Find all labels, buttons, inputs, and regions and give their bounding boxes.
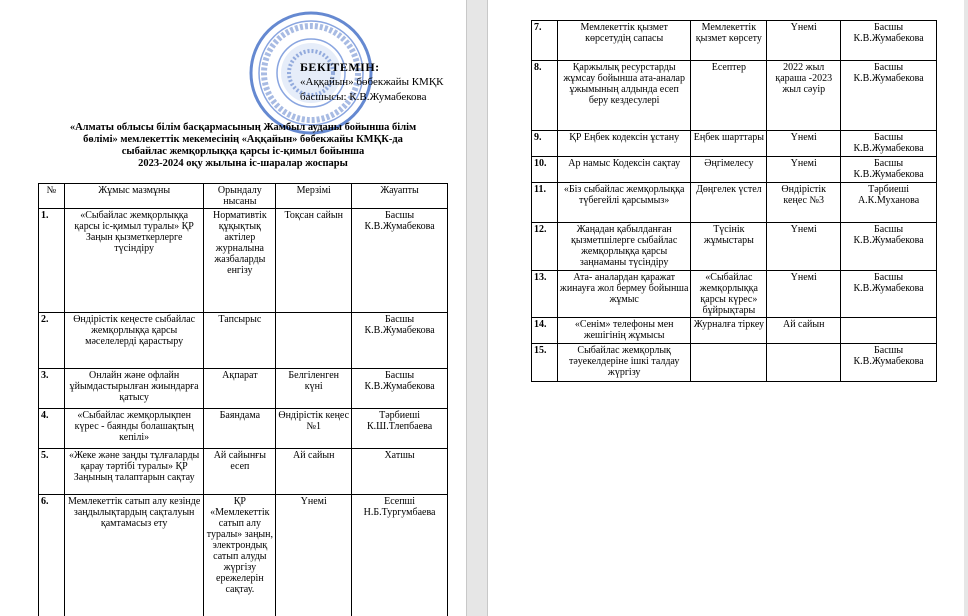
- table-header-row: [39, 184, 448, 209]
- cell-content: Қаржылық ресурстарды жұмсау бойынша ата-аналар ұжымының алдында есеп беру кездесулері: [557, 61, 691, 131]
- cell-content: Өндірістік кеңесте сыбайлас жемқорлыққа қарсы мәселелерді қарастыру: [64, 313, 204, 369]
- cell-term: Үнемі: [276, 495, 352, 616]
- cell-content: Сыбайлас жемқорлық тәуекелдеріне ішкі талдау жүргізу: [557, 344, 691, 382]
- cell-term: [276, 313, 352, 369]
- cell-term: Белгіленген күні: [276, 369, 352, 409]
- cell-responsible: Тәрбиеші К.Ш.Тлепбаева: [352, 409, 448, 449]
- document-page-1: [0, 0, 466, 616]
- cell-form: Есептер: [691, 61, 767, 131]
- cell-content: Ар намыс Кодексін сақтау: [557, 157, 691, 183]
- cell-num: 13.: [532, 271, 558, 318]
- plan-table-part-2: [531, 20, 937, 382]
- cell-responsible: Басшы К.В.Жумабекова: [841, 131, 937, 157]
- cell-content: «Біз сыбайлас жемқорлыққа түбегейлі қарсымыз»: [557, 183, 691, 223]
- cell-num: 14.: [532, 318, 558, 344]
- cell-content: «Сыбайлас жемқорлыққа қарсы іс-қимыл туралы» ҚР Заңын қызметкерлерге түсіндіру: [64, 209, 204, 313]
- cell-responsible: Тәрбиеші А.К.Муханова: [841, 183, 937, 223]
- title-line-2: бөлімі» мемлекеттік мекемесінің «Аққайын» бөбекжайы КМҚК-да: [83, 134, 403, 145]
- header-num: №: [39, 184, 65, 209]
- table-row: [39, 409, 448, 449]
- cell-content: Онлайн және офлайн ұйымдастырылған жиындарға қатысу: [64, 369, 204, 409]
- cell-num: 5.: [39, 449, 65, 495]
- cell-responsible: Басшы К.В.Жумабекова: [352, 369, 448, 409]
- cell-term: Ай сайын: [767, 318, 841, 344]
- cell-form: Түсінік жұмыстары: [691, 223, 767, 271]
- approval-signer: басшысы: К.В.Жумабекова: [300, 91, 427, 103]
- cell-num: 2.: [39, 313, 65, 369]
- cell-content: «Жеке және заңды тұлғаларды қарау тәртібі туралы» ҚР Заңының талаптарын сақтау: [64, 449, 204, 495]
- cell-term: Үнемі: [767, 223, 841, 271]
- cell-term: Үнемі: [767, 271, 841, 318]
- cell-content: Жаңадан қабылданған қызметшілерге сыбайлас жемқорлыққа қарсы заңнаманы түсіндіру: [557, 223, 691, 271]
- cell-form: Мемлекеттік қызмет көрсету: [691, 21, 767, 61]
- approval-org: «Аққайын» бөбекжайы КМҚК: [300, 76, 444, 88]
- cell-content: Мемлекеттік сатып алу кезінде заңдылықтардың сақталуын қамтамасыз ету: [64, 495, 204, 616]
- plan-table-part-1: [38, 183, 448, 616]
- cell-form: [691, 344, 767, 382]
- cell-responsible: [841, 318, 937, 344]
- cell-responsible: Басшы К.В.Жумабекова: [352, 313, 448, 369]
- title-line-1: «Алматы облысы білім басқармасының Жамбыл ауданы бойынша білім: [69, 122, 417, 133]
- header-responsible: Жауапты: [352, 184, 448, 209]
- cell-term: 2022 жыл қараша -2023 жыл сәуір: [767, 61, 841, 131]
- cell-num: 12.: [532, 223, 558, 271]
- table-row: [532, 271, 937, 318]
- cell-form: Әңгімелесу: [691, 157, 767, 183]
- cell-form: ҚР «Мемлекеттік сатып алу туралы» заңын, электрондық сатып алуды жүргізу ережелерін сақтау.: [204, 495, 276, 616]
- header-form: Орындалу нысаны: [204, 184, 276, 209]
- cell-form: Нормативтік құқықтық актілер журналына жазбаларды енгізу: [204, 209, 276, 313]
- table-row: [39, 209, 448, 313]
- cell-term: Тоқсан сайын: [276, 209, 352, 313]
- cell-term: Ай сайын: [276, 449, 352, 495]
- cell-term: Үнемі: [767, 131, 841, 157]
- cell-responsible: Басшы К.В.Жумабекова: [841, 271, 937, 318]
- cell-num: 6.: [39, 495, 65, 616]
- cell-responsible: Басшы К.В.Жумабекова: [841, 344, 937, 382]
- header-term: Мерзімі: [276, 184, 352, 209]
- table-row: [39, 313, 448, 369]
- cell-responsible: Басшы К.В.Жумабекова: [841, 21, 937, 61]
- cell-num: 10.: [532, 157, 558, 183]
- cell-num: 7.: [532, 21, 558, 61]
- table-row: [532, 318, 937, 344]
- cell-responsible: Есепші Н.Б.Тургумбаева: [352, 495, 448, 616]
- cell-form: Баяндама: [204, 409, 276, 449]
- page-gap: [466, 0, 488, 616]
- cell-form: Еңбек шарттары: [691, 131, 767, 157]
- document-page-2: [488, 0, 964, 616]
- cell-num: 1.: [39, 209, 65, 313]
- cell-term: Үнемі: [767, 21, 841, 61]
- cell-num: 11.: [532, 183, 558, 223]
- cell-responsible: Басшы К.В.Жумабекова: [841, 61, 937, 131]
- cell-num: 9.: [532, 131, 558, 157]
- cell-num: 8.: [532, 61, 558, 131]
- cell-term: Өндірістік кеңес №1: [276, 409, 352, 449]
- cell-term: Үнемі: [767, 157, 841, 183]
- cell-term: Өндірістік кеңес №3: [767, 183, 841, 223]
- table-row: [532, 131, 937, 157]
- cell-form: Ақпарат: [204, 369, 276, 409]
- cell-responsible: Басшы К.В.Жумабекова: [841, 223, 937, 271]
- title-line-3: сыбайлас жемқорлыққа қарсы іс-қимыл бойынша: [121, 146, 365, 157]
- cell-responsible: Басшы К.В.Жумабекова: [841, 157, 937, 183]
- cell-content: Ата- аналардан қаражат жинауға жол бермеу бойынша жұмыс: [557, 271, 691, 318]
- table-row: [39, 449, 448, 495]
- title-line-4: 2023-2024 оқу жылына іс-шаралар жоспары: [138, 158, 348, 169]
- cell-form: Ай сайынғы есеп: [204, 449, 276, 495]
- table-row: [532, 223, 937, 271]
- cell-form: Дөңгелек үстел: [691, 183, 767, 223]
- cell-responsible: Хатшы: [352, 449, 448, 495]
- header-content: Жұмыс мазмұны: [64, 184, 204, 209]
- cell-form: «Сыбайлас жемқорлыққа қарсы күрес» бұйрықтары: [691, 271, 767, 318]
- cell-content: ҚР Еңбек кодексін ұстану: [557, 131, 691, 157]
- approval-block: [300, 60, 444, 105]
- table-row: [532, 157, 937, 183]
- cell-form: Журналға тіркеу: [691, 318, 767, 344]
- table-row: [532, 344, 937, 382]
- table-row: [532, 61, 937, 131]
- cell-content: «Сенім» телефоны мен жешігінің жұмысы: [557, 318, 691, 344]
- table-row: [532, 183, 937, 223]
- cell-form: Тапсырыс: [204, 313, 276, 369]
- table-row: [39, 495, 448, 616]
- cell-content: Мемлекеттік қызмет көрсетудің сапасы: [557, 21, 691, 61]
- cell-num: 15.: [532, 344, 558, 382]
- cell-num: 3.: [39, 369, 65, 409]
- cell-responsible: Басшы К.В.Жумабекова: [352, 209, 448, 313]
- table-row: [532, 21, 937, 61]
- table-row: [39, 369, 448, 409]
- document-title: [38, 122, 448, 170]
- cell-content: «Сыбайлас жемқорлықпен күрес - баянды болашақтың кепілі»: [64, 409, 204, 449]
- cell-term: [767, 344, 841, 382]
- cell-num: 4.: [39, 409, 65, 449]
- approval-heading: БЕКІТЕМІН:: [300, 60, 380, 74]
